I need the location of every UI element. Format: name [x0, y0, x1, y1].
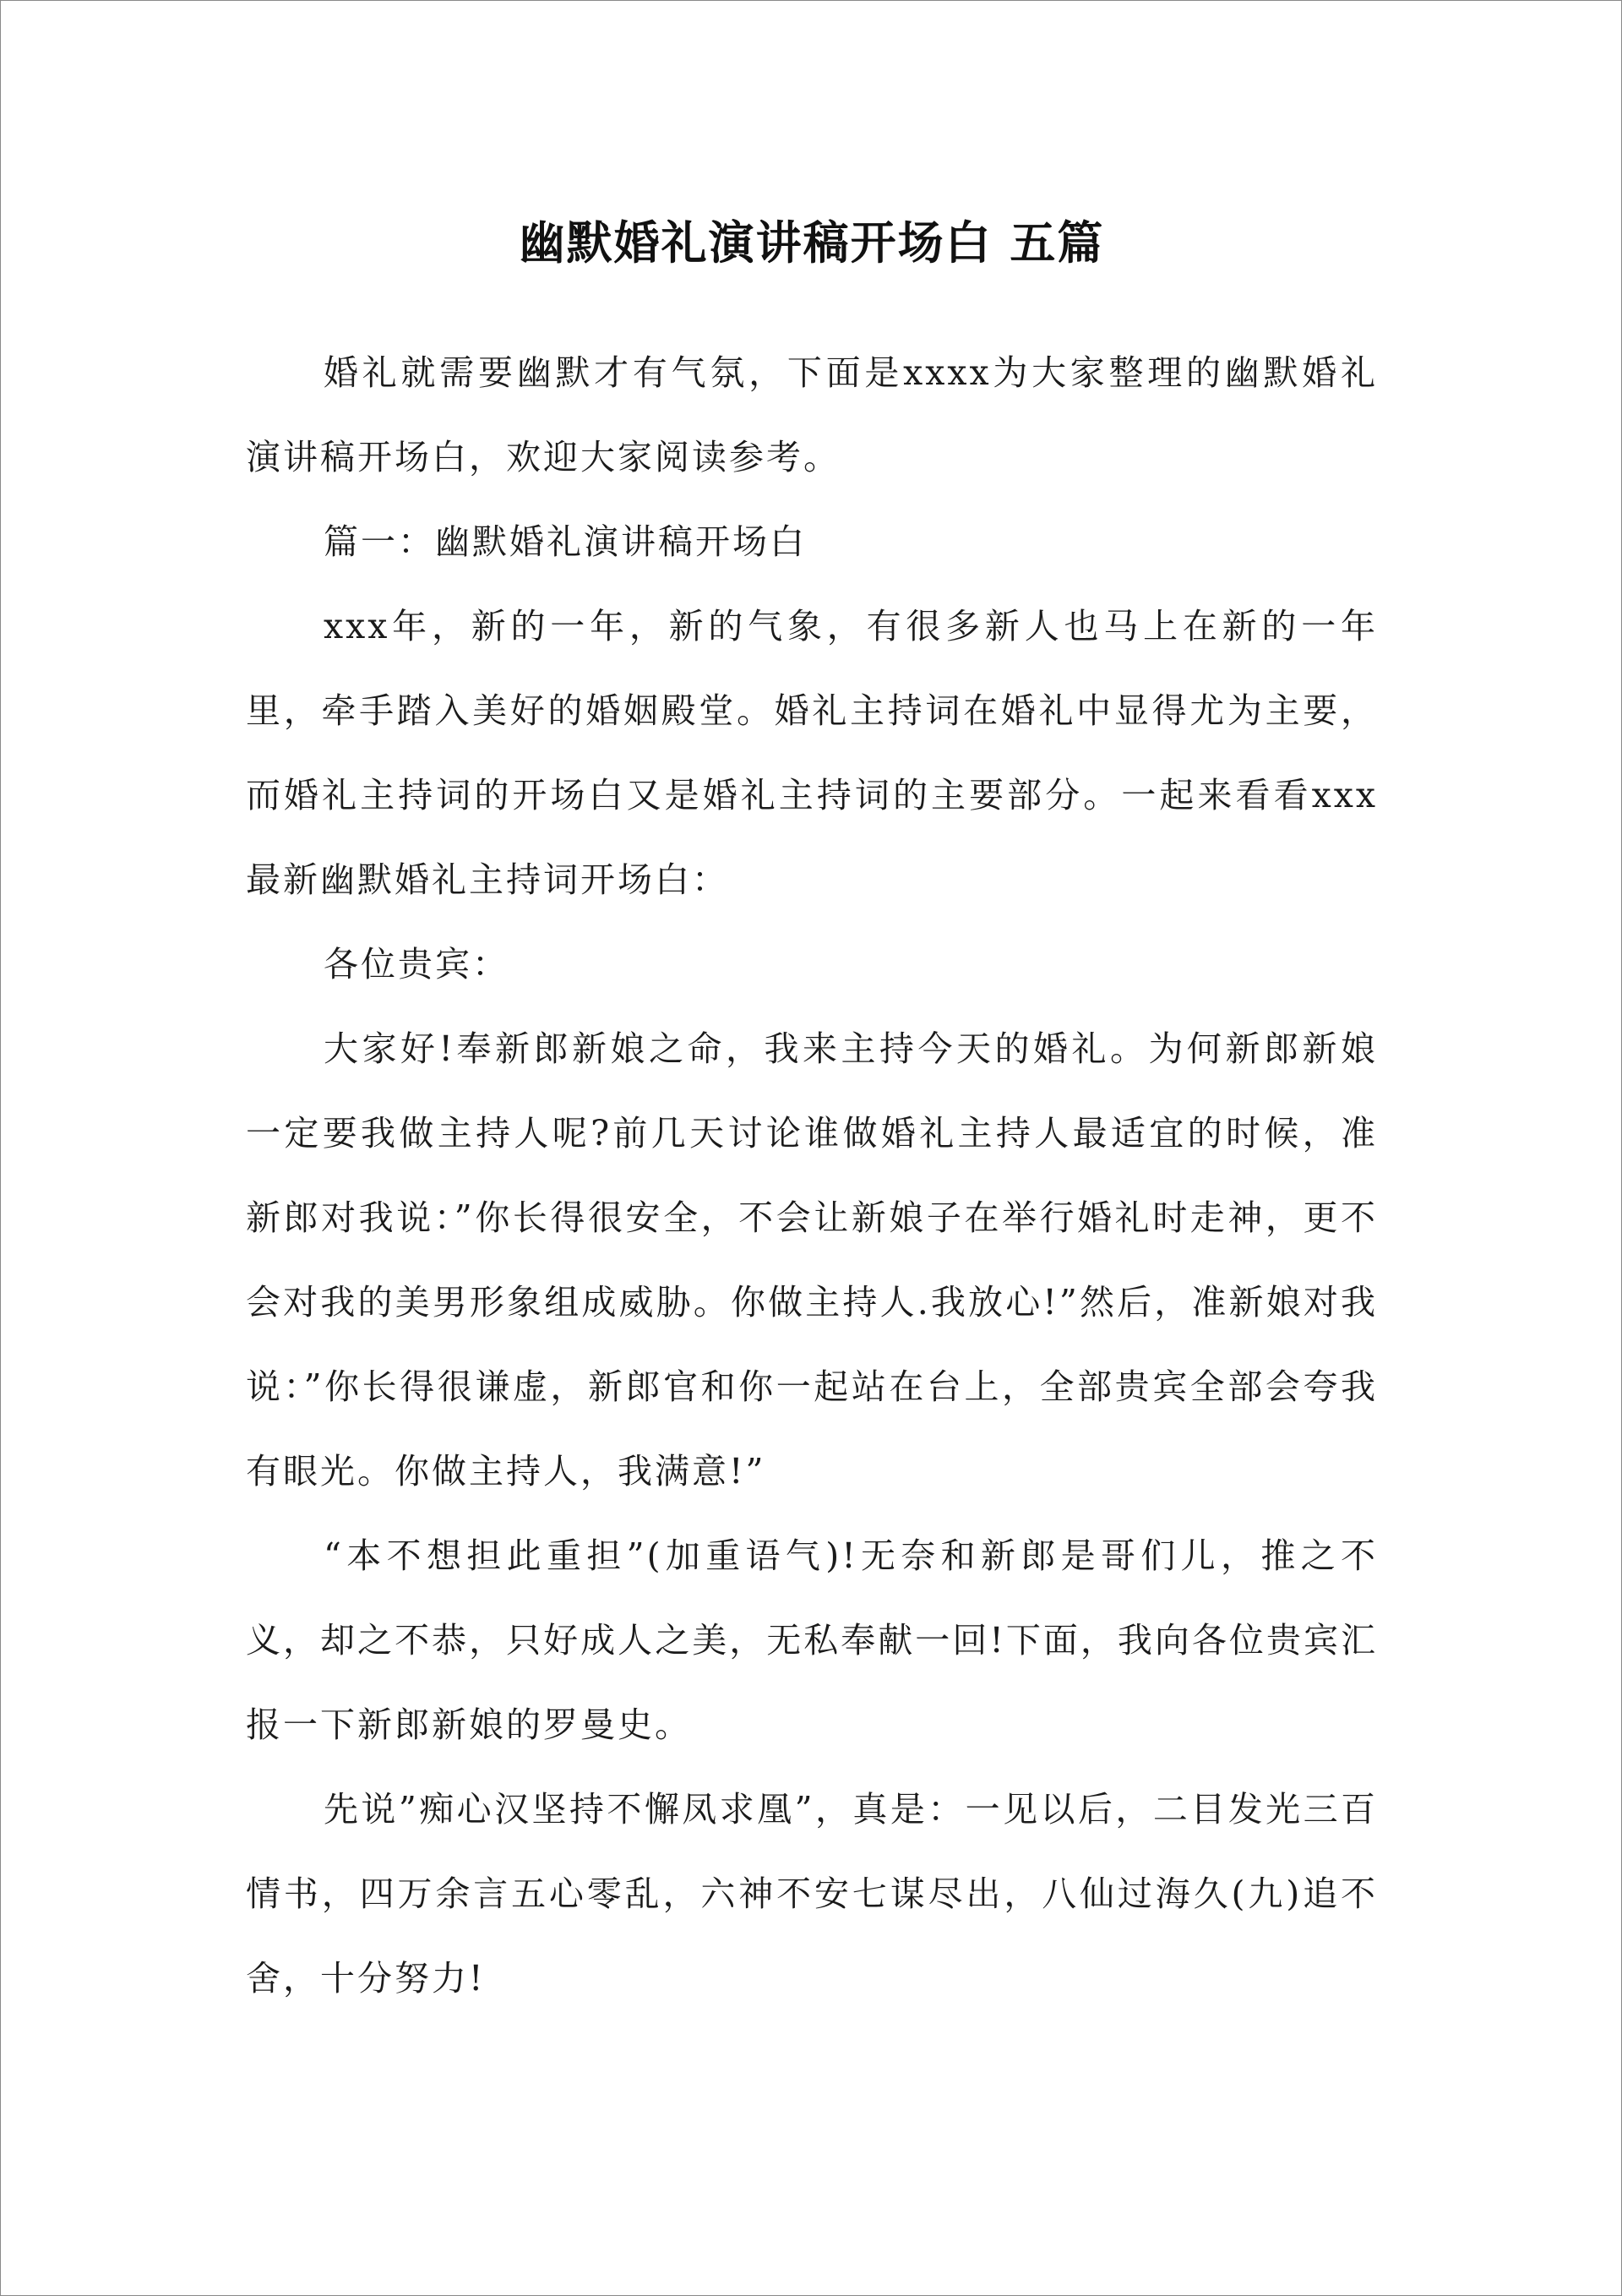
paragraph: 大家好!奉新郎新娘之命，我来主持今天的婚礼。为何新郎新娘一定要我做主持人呢?前几天讨论谁做婚礼主持人最适宜的时候，准新郎对我说：”你长得很安全，不会让新娘子在举行婚礼时走神，更不会对我的美男形象组成威胁。你做主持人.我放心!”然后，准新娘对我说：”你长得很谦虚，新郎官和你一起站在台上，全部贵宾全部会夸我有眼光。你做主持人，我满意!”	[246, 1028, 1378, 1492]
document-body	[246, 330, 1378, 2021]
section-heading: 篇一：幽默婚礼演讲稿开场白	[324, 521, 807, 562]
document-title: 幽默婚礼演讲稿开场白 五篇	[519, 215, 1105, 270]
paragraph-greeting: 各位贵宾：	[324, 944, 509, 984]
paragraph: 先说”痴心汉坚持不懈凤求凰”，真是：一见以后，二目发光三百情书，四万余言五心零乱，六神不安七谋尽出，八仙过海久(九)追不舍，十分努力!	[246, 1789, 1378, 1999]
paragraph: “本不想担此重担”(加重语气)!无奈和新郎是哥们儿，推之不义，却之不恭，只好成人之美，无私奉献一回!下面，我向各位贵宾汇报一下新郎新娘的罗曼史。	[246, 1535, 1378, 1745]
paragraph-intro: 婚礼就需要幽默才有气氛，下面是xxxx为大家整理的幽默婚礼演讲稿开场白，欢迎大家阅读参考。	[246, 352, 1378, 477]
paragraph: xxx年，新的一年，新的气象，有很多新人也马上在新的一年里，牵手踏入美好的婚姻殿堂。婚礼主持词在婚礼中显得尤为主要，而婚礼主持词的开场白又是婚礼主持词的主要部分。一起来看看xxx最新幽默婚礼主持词开场白：	[246, 606, 1378, 900]
